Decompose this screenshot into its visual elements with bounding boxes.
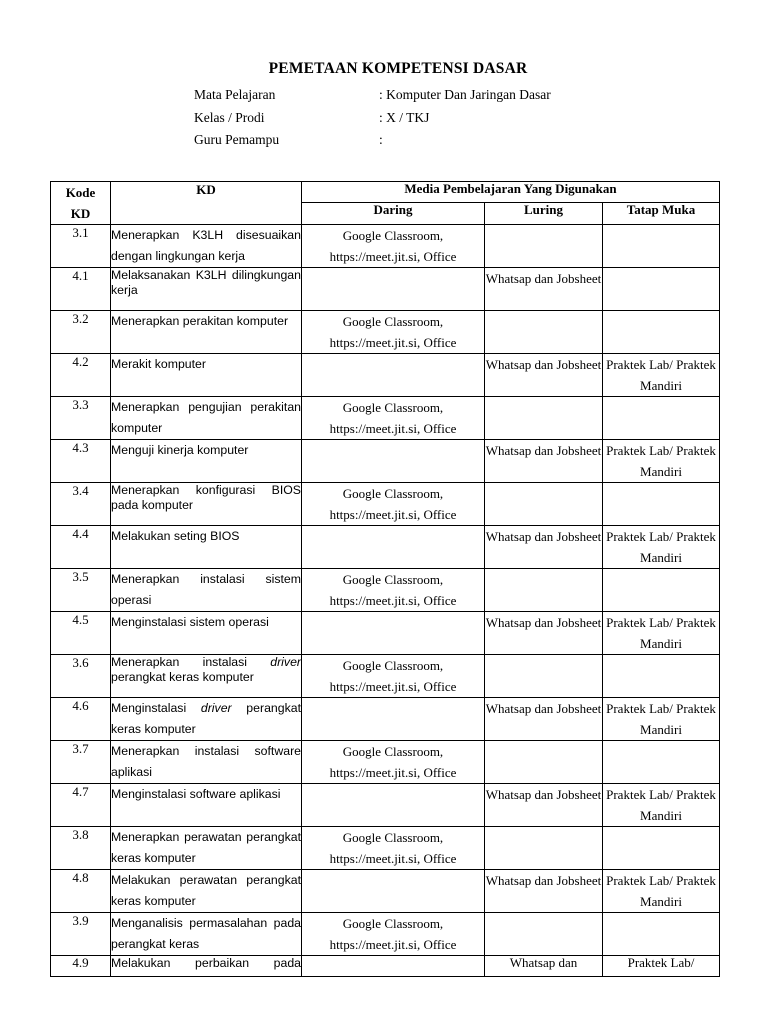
kode-cell: 3.2 [51, 311, 111, 354]
kd-cell [111, 698, 305, 741]
tatap-muka-cell [603, 741, 720, 784]
luring-cell [485, 569, 603, 612]
meta-label: Guru Pemampu [194, 132, 280, 147]
tatap-muka-cell: Praktek Lab/ Praktek Mandiri [603, 870, 720, 913]
header-daring: Daring [302, 203, 485, 225]
kode-cell: 4.2 [51, 354, 111, 397]
kode-cell: 4.7 [51, 784, 111, 827]
kd-cell: Melaksanakan K3LH dilingkungan kerja [111, 268, 302, 311]
document-title: PEMETAAN KOMPETENSI DASAR [268, 60, 528, 77]
tatap-muka-cell [603, 268, 720, 311]
kd-cell: Menerapkan instalasi software aplikasi [111, 741, 302, 784]
kd-cell: Menginstalasi software aplikasi [111, 784, 302, 827]
daring-cell [302, 956, 485, 977]
header-kode-kd-line: KD [70, 206, 91, 221]
tatap-muka-cell: Praktek Lab/ Praktek Mandiri [603, 354, 720, 397]
meta-label: Mata Pelajaran [194, 87, 276, 102]
table-row [51, 440, 720, 483]
daring-cell [302, 440, 485, 483]
luring-cell: Whatsap dan Jobsheet [485, 526, 603, 569]
kd-emphasis: driver [200, 701, 232, 715]
tatap-muka-cell [603, 913, 720, 956]
daring-cell: Google Classroom, https://meet.jit.si, Office [302, 225, 485, 268]
header-media: Media Pembelajaran Yang Digunakan [302, 182, 720, 203]
header-kode-kd [51, 182, 111, 225]
meta-label: Kelas / Prodi [194, 109, 265, 125]
daring-cell: Google Classroom, https://meet.jit.si, Office [302, 913, 485, 956]
table-row [51, 784, 720, 827]
kode-cell: 4.4 [51, 526, 111, 569]
kode-cell: 3.7 [51, 741, 111, 784]
kd-cell: Menganalisis permasalahan pada perangkat keras [111, 913, 302, 956]
kd-cell: Melakukan seting BIOS [111, 526, 302, 569]
daring-cell: Google Classroom, https://meet.jit.si, Office [302, 741, 485, 784]
luring-cell: Whatsap dan Jobsheet [485, 440, 603, 483]
kode-cell: 4.6 [51, 698, 111, 741]
daring-cell: Google Classroom, https://meet.jit.si, Office [302, 827, 485, 870]
tatap-muka-cell [603, 397, 720, 440]
header-kd: KD [111, 182, 302, 225]
tatap-muka-cell: Praktek Lab/ Praktek Mandiri [603, 526, 720, 569]
tatap-muka-cell [603, 225, 720, 268]
table-row [51, 741, 720, 784]
header-luring: Luring [485, 203, 603, 225]
kode-cell: 3.6 [51, 655, 111, 698]
tatap-muka-cell [603, 483, 720, 526]
kode-cell: 3.1 [51, 225, 111, 268]
luring-cell [485, 655, 603, 698]
header-kode: Kode [65, 185, 96, 200]
daring-cell [302, 784, 485, 827]
meta-value: : [379, 132, 383, 147]
kd-cell: Merakit komputer [111, 354, 302, 397]
daring-cell: Google Classroom, https://meet.jit.si, Office [302, 655, 485, 698]
daring-cell: Google Classroom, https://meet.jit.si, Office [302, 397, 485, 440]
table-row [51, 311, 720, 354]
table-row [51, 655, 720, 698]
daring-cell: Google Classroom, https://meet.jit.si, Office [302, 311, 485, 354]
tatap-muka-cell: Praktek Lab/ Praktek Mandiri [603, 440, 720, 483]
kode-cell: 4.9 [51, 956, 111, 977]
luring-cell: Whatsap dan [485, 956, 603, 977]
daring-cell: Google Classroom, https://meet.jit.si, Office [302, 483, 485, 526]
luring-cell [485, 311, 603, 354]
kd-cell [111, 655, 305, 698]
kode-cell: 4.3 [51, 440, 111, 483]
kd-cell: Melakukan perbaikan pada [111, 956, 302, 977]
table-row [51, 225, 720, 268]
luring-cell: Whatsap dan Jobsheet [485, 354, 603, 397]
luring-cell [485, 483, 603, 526]
kode-cell: 3.8 [51, 827, 111, 870]
kode-cell: 3.4 [51, 483, 111, 526]
header-tatap-muka: Tatap Muka [603, 203, 720, 225]
daring-cell [302, 526, 485, 569]
kd-cell: Menerapkan konfigurasi BIOS pada komputer [111, 483, 302, 526]
kd-mapping-table [50, 181, 720, 977]
kd-cell: Menerapkan perakitan komputer [111, 311, 302, 354]
kd-text: perangkat keras komputer [111, 701, 305, 736]
table-row [51, 698, 720, 741]
table-row [51, 569, 720, 612]
daring-cell [302, 612, 485, 655]
tatap-muka-cell [603, 827, 720, 870]
kd-cell: Menguji kinerja komputer [111, 440, 302, 483]
daring-cell: Google Classroom, https://meet.jit.si, Office [302, 569, 485, 612]
luring-cell [485, 741, 603, 784]
luring-cell: Whatsap dan Jobsheet [485, 784, 603, 827]
kode-cell: 3.3 [51, 397, 111, 440]
luring-cell [485, 913, 603, 956]
kode-cell: 4.1 [51, 268, 111, 311]
kd-cell: Menginstalasi sistem operasi [111, 612, 302, 655]
meta-value: : Komputer Dan Jaringan Dasar [379, 87, 551, 102]
kode-cell: 4.5 [51, 612, 111, 655]
table-row [51, 870, 720, 913]
luring-cell [485, 225, 603, 268]
kd-text: Menginstalasi [111, 701, 201, 715]
kode-cell: 3.9 [51, 913, 111, 956]
table-row [51, 397, 720, 440]
table-row [51, 827, 720, 870]
kode-cell: 4.8 [51, 870, 111, 913]
tatap-muka-cell: Praktek Lab/ [603, 956, 720, 977]
kode-cell: 3.5 [51, 569, 111, 612]
meta-value: : X / TKJ [379, 109, 430, 125]
table-row [51, 354, 720, 397]
luring-cell [485, 397, 603, 440]
luring-cell: Whatsap dan Jobsheet [485, 698, 603, 741]
kd-text: perangkat keras komputer [111, 655, 305, 684]
tatap-muka-cell: Praktek Lab/ Praktek Mandiri [603, 698, 720, 741]
luring-cell: Whatsap dan Jobsheet [485, 612, 603, 655]
table-row [51, 483, 720, 526]
tatap-muka-cell: Praktek Lab/ Praktek Mandiri [603, 784, 720, 827]
tatap-muka-cell: Praktek Lab/ Praktek Mandiri [603, 612, 720, 655]
luring-cell: Whatsap dan Jobsheet [485, 870, 603, 913]
tatap-muka-cell [603, 655, 720, 698]
table-row [51, 913, 720, 956]
daring-cell [302, 354, 485, 397]
daring-cell [302, 698, 485, 741]
table-row [51, 268, 720, 311]
kd-cell: Menerapkan perawatan perangkat keras komputer [111, 827, 302, 870]
tatap-muka-cell [603, 569, 720, 612]
tatap-muka-cell [603, 311, 720, 354]
luring-cell: Whatsap dan Jobsheet [485, 268, 603, 311]
luring-cell [485, 827, 603, 870]
daring-cell [302, 870, 485, 913]
kd-text: Menerapkan instalasi [111, 655, 271, 669]
kd-cell: Menerapkan K3LH disesuaikan dengan lingkungan kerja [111, 225, 302, 268]
kd-emphasis: driver [270, 655, 301, 669]
kd-cell: Menerapkan pengujian perakitan komputer [111, 397, 302, 440]
kd-cell: Menerapkan instalasi sistem operasi [111, 569, 302, 612]
table-row [51, 956, 720, 977]
table-row [51, 526, 720, 569]
kd-cell: Melakukan perawatan perangkat keras komputer [111, 870, 302, 913]
table-row [51, 612, 720, 655]
table-body [51, 225, 720, 977]
daring-cell [302, 268, 485, 311]
